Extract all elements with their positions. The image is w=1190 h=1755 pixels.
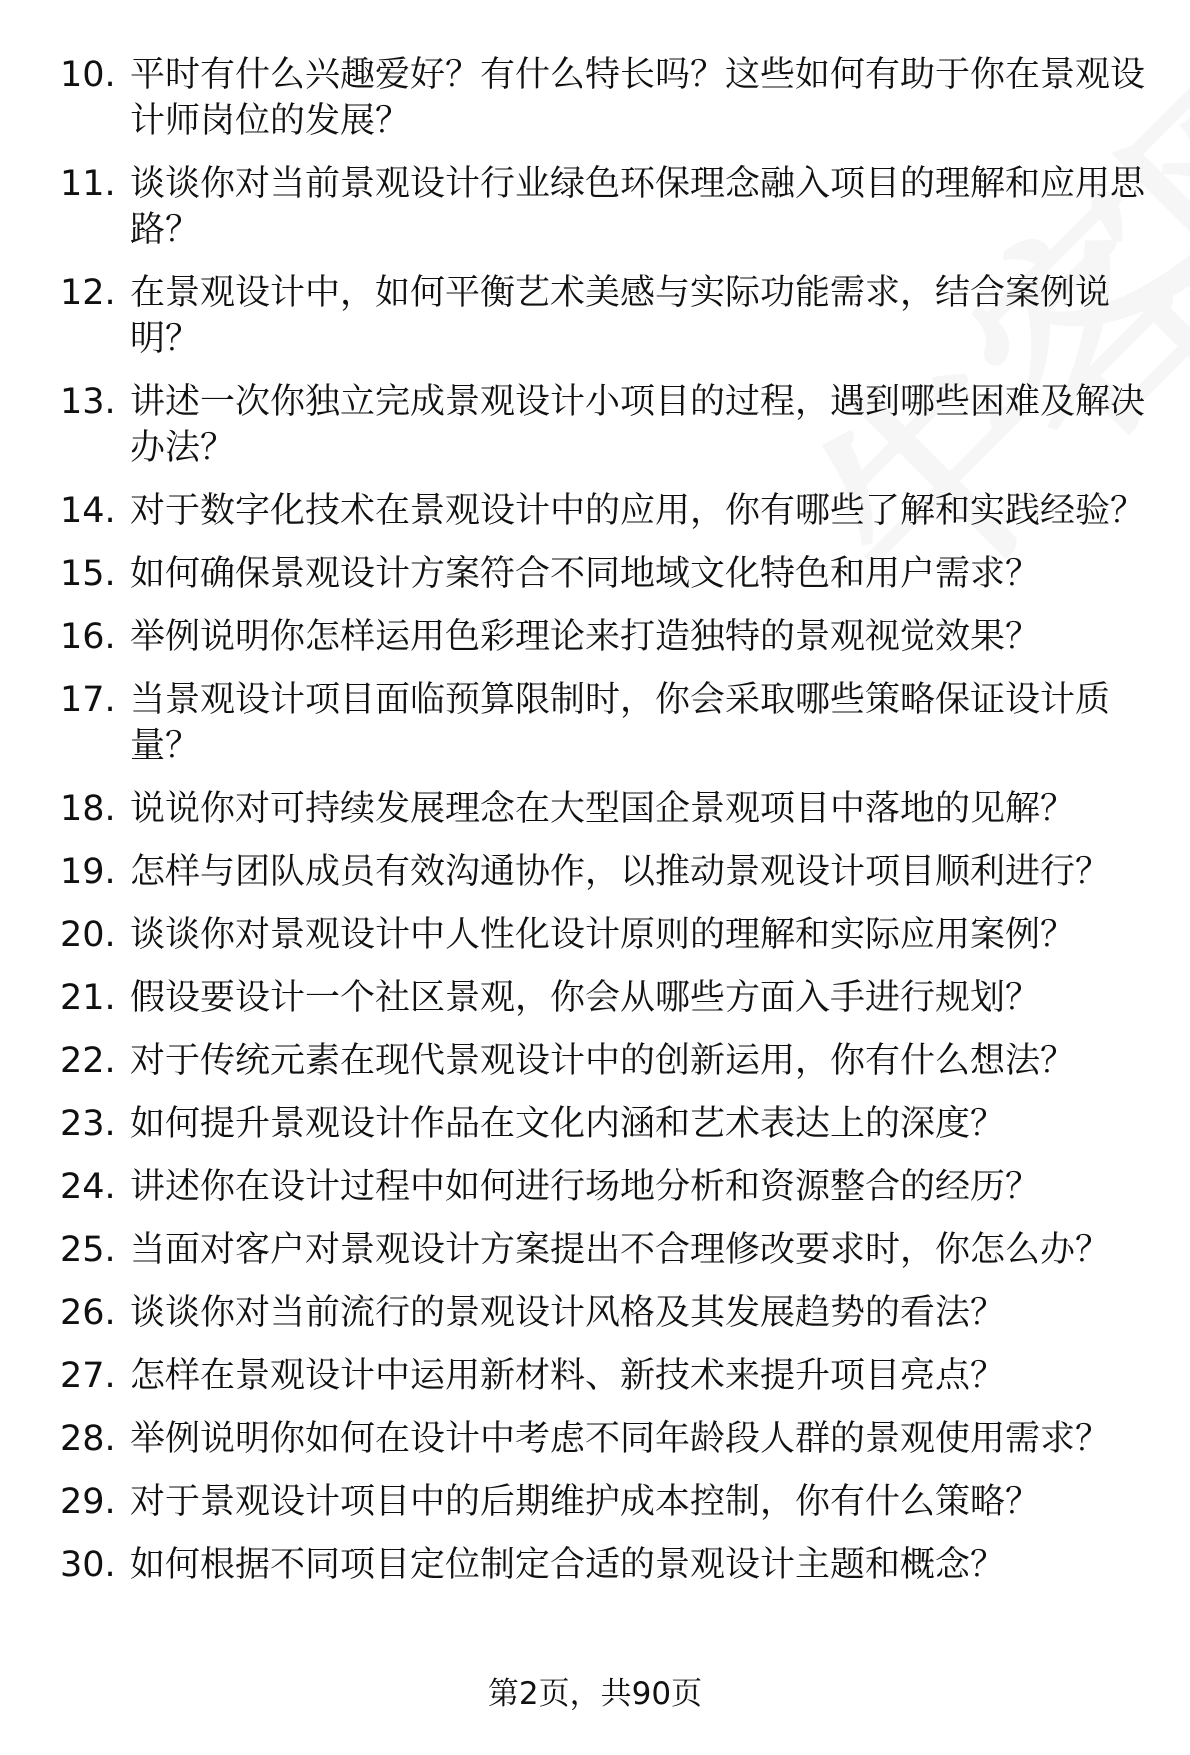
question-number: 28. (60, 1419, 116, 1459)
question-text: 谈谈你对景观设计中人性化设计原则的理解和实际应用案例？ (130, 915, 1076, 955)
question-text: 讲述一次你独立完成景观设计小项目的过程，遇到哪些困难及解决办法？ (130, 382, 1146, 468)
question-text: 怎样与团队成员有效沟通协作，以推动景观设计项目顺利进行？ (130, 852, 1111, 892)
question-text: 谈谈你对当前流行的景观设计风格及其发展趋势的看法？ (130, 1293, 1006, 1333)
question-item (60, 975, 1160, 1021)
question-text: 举例说明你怎样运用色彩理论来打造独特的景观视觉效果？ (130, 617, 1041, 657)
question-item (60, 488, 1160, 534)
question-text: 在景观设计中，如何平衡艺术美感与实际功能需求，结合案例说明？ (130, 273, 1111, 359)
question-item (60, 1542, 1160, 1588)
question-number: 13. (60, 382, 116, 422)
question-text: 谈谈你对当前景观设计行业绿色环保理念融入项目的理解和应用思路？ (130, 164, 1146, 250)
question-item (60, 677, 1160, 769)
question-number: 29. (60, 1482, 116, 1522)
question-number: 21. (60, 978, 116, 1018)
question-number: 10. (60, 55, 116, 95)
question-text: 对于数字化技术在景观设计中的应用，你有哪些了解和实践经验？ (130, 491, 1146, 531)
question-item (60, 1038, 1160, 1084)
question-number: 24. (60, 1167, 116, 1207)
question-number: 14. (60, 491, 116, 531)
question-number: 12. (60, 273, 116, 313)
question-number: 26. (60, 1293, 116, 1333)
question-item (60, 52, 1160, 144)
question-text: 假设要设计一个社区景观，你会从哪些方面入手进行规划？ (130, 978, 1041, 1018)
question-item (60, 1290, 1160, 1336)
question-item (60, 1479, 1160, 1525)
question-text: 怎样在景观设计中运用新材料、新技术来提升项目亮点？ (130, 1356, 1006, 1396)
question-number: 17. (60, 680, 116, 720)
question-text: 如何提升景观设计作品在文化内涵和艺术表达上的深度？ (130, 1104, 1006, 1144)
question-item (60, 1416, 1160, 1462)
question-text: 当面对客户对景观设计方案提出不合理修改要求时，你怎么办？ (130, 1230, 1111, 1270)
question-number: 18. (60, 789, 116, 829)
question-item (60, 614, 1160, 660)
question-item (60, 379, 1160, 471)
question-text: 讲述你在设计过程中如何进行场地分析和资源整合的经历？ (130, 1167, 1041, 1207)
question-number: 27. (60, 1356, 116, 1396)
question-text: 平时有什么兴趣爱好？有什么特长吗？这些如何有助于你在景观设计师岗位的发展？ (130, 55, 1146, 141)
question-item (60, 1101, 1160, 1147)
question-number: 22. (60, 1041, 116, 1081)
question-text: 说说你对可持续发展理念在大型国企景观项目中落地的见解？ (130, 789, 1076, 829)
question-number: 15. (60, 554, 116, 594)
question-list (60, 52, 1160, 1605)
question-text: 如何根据不同项目定位制定合适的景观设计主题和概念？ (130, 1545, 1006, 1585)
question-number: 25. (60, 1230, 116, 1270)
question-item (60, 912, 1160, 958)
question-item (60, 1353, 1160, 1399)
question-number: 30. (60, 1545, 116, 1585)
question-number: 16. (60, 617, 116, 657)
question-number: 20. (60, 915, 116, 955)
question-text: 举例说明你如何在设计中考虑不同年龄段人群的景观使用需求？ (130, 1419, 1111, 1459)
question-text: 当景观设计项目面临预算限制时，你会采取哪些策略保证设计质量？ (130, 680, 1111, 766)
page-indicator: 第2页，共90页 (487, 1676, 703, 1712)
question-item (60, 1227, 1160, 1273)
question-number: 11. (60, 164, 116, 204)
question-item (60, 551, 1160, 597)
question-text: 对于景观设计项目中的后期维护成本控制，你有什么策略？ (130, 1482, 1041, 1522)
question-item (60, 161, 1160, 253)
question-item (60, 270, 1160, 362)
question-item (60, 849, 1160, 895)
question-item (60, 786, 1160, 832)
question-number: 19. (60, 852, 116, 892)
question-item (60, 1164, 1160, 1210)
question-text: 对于传统元素在现代景观设计中的创新运用，你有什么想法？ (130, 1041, 1076, 1081)
question-text: 如何确保景观设计方案符合不同地域文化特色和用户需求？ (130, 554, 1041, 594)
question-number: 23. (60, 1104, 116, 1144)
